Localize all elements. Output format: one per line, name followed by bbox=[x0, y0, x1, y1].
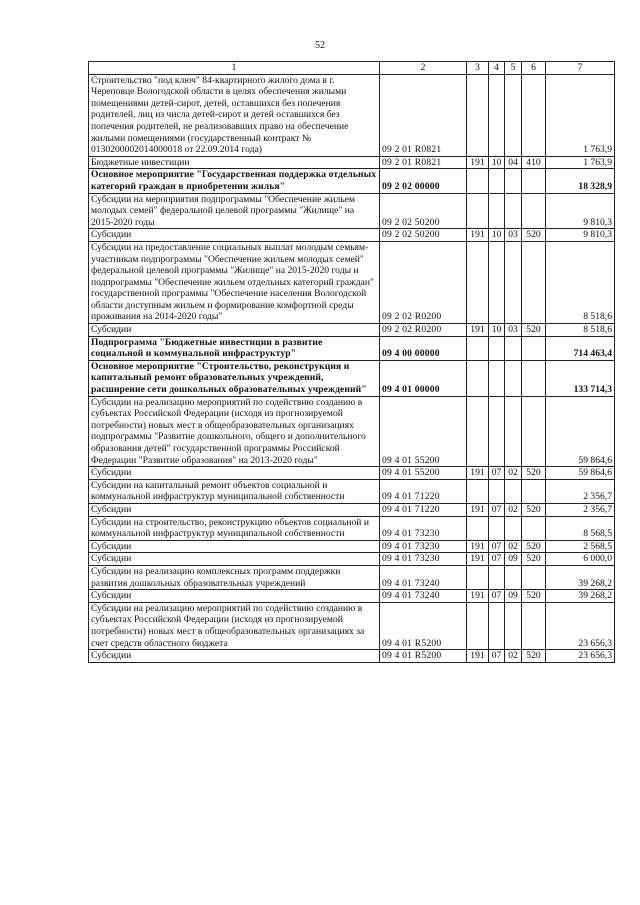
amount-cell: 2 356,7 bbox=[546, 503, 615, 516]
amount-cell: 1 763,9 bbox=[546, 74, 615, 156]
expense-type-cell bbox=[522, 169, 546, 193]
subsection-cell bbox=[505, 241, 522, 323]
target-article-code-cell: 09 2 01 R0821 bbox=[380, 74, 467, 156]
amount-cell: 18 328,9 bbox=[546, 169, 615, 193]
amount-cell: 8 518,6 bbox=[546, 324, 615, 337]
header-cell: 6 bbox=[522, 62, 546, 75]
amount-cell: 6 000,0 bbox=[546, 553, 615, 566]
ministry-code-cell bbox=[467, 516, 489, 540]
section-cell: 07 bbox=[489, 553, 505, 566]
subsection-cell: 02 bbox=[505, 467, 522, 480]
ministry-code-cell bbox=[467, 396, 489, 467]
ministry-code-cell: 191 bbox=[467, 540, 489, 553]
target-article-code-cell: 09 4 01 73230 bbox=[380, 540, 467, 553]
row-name-cell: Субсидии на строительство, реконструкцию объектов социальной и коммунальной инфраструктур муниципальной собственности bbox=[89, 516, 380, 540]
subsection-cell: 04 bbox=[505, 156, 522, 169]
amount-cell: 1 763,9 bbox=[546, 156, 615, 169]
row-name-cell: Субсидии на предоставление социальных выплат молодым семьям-участникам подпрограммы "Обеспечение жильем молодых семей" федеральной целевой программы "Жилище" на 2015-2020 годы и подпрограммы "Обеспечение жильем отдельных категорий граждан" государственной программы "Обеспечение населения Вологодской области доступным жильем и формирование комфортной среды проживания на 2014-2020 годы" bbox=[89, 241, 380, 323]
target-article-code-cell: 09 4 01 73240 bbox=[380, 565, 467, 589]
amount-cell: 714 463,4 bbox=[546, 336, 615, 360]
target-article-code-cell: 09 4 01 R5200 bbox=[380, 650, 467, 663]
subsection-cell: 03 bbox=[505, 229, 522, 242]
row-name-cell: Субсидии на мероприятия подпрограммы "Обеспечение жильем молодых семей" федеральной целевой программы "Жилище" на 2015-2020 годы bbox=[89, 193, 380, 229]
subsection-cell: 02 bbox=[505, 650, 522, 663]
ministry-code-cell: 191 bbox=[467, 553, 489, 566]
header-cell: 3 bbox=[467, 62, 489, 75]
ministry-code-cell: 191 bbox=[467, 156, 489, 169]
subsection-cell bbox=[505, 565, 522, 589]
amount-cell: 2 356,7 bbox=[546, 479, 615, 503]
target-article-code-cell: 09 4 01 R5200 bbox=[380, 602, 467, 649]
expense-type-cell: 520 bbox=[522, 540, 546, 553]
ministry-code-cell bbox=[467, 74, 489, 156]
section-cell bbox=[489, 602, 505, 649]
amount-cell: 8 568,5 bbox=[546, 516, 615, 540]
section-cell: 10 bbox=[489, 229, 505, 242]
row-name-cell: Основное мероприятие "Строительство, реконструкция и капитальный ремонт образовательных учреждений, расширение сети дошкольных образовательных учреждений" bbox=[89, 360, 380, 396]
expense-type-cell: 520 bbox=[522, 650, 546, 663]
amount-cell: 39 268,2 bbox=[546, 565, 615, 589]
amount-cell: 9 810,3 bbox=[546, 193, 615, 229]
ministry-code-cell bbox=[467, 169, 489, 193]
target-article-code-cell: 09 4 01 73230 bbox=[380, 516, 467, 540]
amount-cell: 9 810,3 bbox=[546, 229, 615, 242]
expense-type-cell: 520 bbox=[522, 324, 546, 337]
target-article-code-cell: 09 2 02 R0200 bbox=[380, 324, 467, 337]
table-row bbox=[89, 360, 615, 396]
ministry-code-cell bbox=[467, 193, 489, 229]
table-header-row bbox=[89, 62, 615, 75]
expense-type-cell: 520 bbox=[522, 229, 546, 242]
table-row bbox=[89, 193, 615, 229]
table-row bbox=[89, 396, 615, 467]
amount-cell: 59 864,6 bbox=[546, 467, 615, 480]
target-article-code-cell: 09 4 01 73240 bbox=[380, 590, 467, 603]
expense-type-cell bbox=[522, 565, 546, 589]
table-row bbox=[89, 241, 615, 323]
table-row bbox=[89, 74, 615, 156]
row-name-cell: Субсидии bbox=[89, 467, 380, 480]
subsection-cell bbox=[505, 479, 522, 503]
section-cell bbox=[489, 360, 505, 396]
subsection-cell: 02 bbox=[505, 503, 522, 516]
row-name-cell: Субсидии bbox=[89, 503, 380, 516]
table-row bbox=[89, 467, 615, 480]
amount-cell: 133 714,3 bbox=[546, 360, 615, 396]
header-cell: 5 bbox=[505, 62, 522, 75]
section-cell: 07 bbox=[489, 540, 505, 553]
row-name-cell: Субсидии bbox=[89, 229, 380, 242]
table-row bbox=[89, 503, 615, 516]
ministry-code-cell bbox=[467, 360, 489, 396]
expense-type-cell bbox=[522, 396, 546, 467]
table-row bbox=[89, 553, 615, 566]
section-cell bbox=[489, 336, 505, 360]
subsection-cell bbox=[505, 169, 522, 193]
header-cell: 2 bbox=[380, 62, 467, 75]
table-row bbox=[89, 516, 615, 540]
row-name-cell: Основное мероприятие "Государственная поддержка отдельных категорий граждан в приобретении жилья" bbox=[89, 169, 380, 193]
budget-table bbox=[88, 61, 615, 663]
section-cell bbox=[489, 74, 505, 156]
ministry-code-cell bbox=[467, 602, 489, 649]
ministry-code-cell: 191 bbox=[467, 324, 489, 337]
table-row bbox=[89, 565, 615, 589]
section-cell bbox=[489, 241, 505, 323]
row-name-cell: Субсидии bbox=[89, 650, 380, 663]
section-cell bbox=[489, 565, 505, 589]
table-row bbox=[89, 590, 615, 603]
amount-cell: 39 268,2 bbox=[546, 590, 615, 603]
target-article-code-cell: 09 2 02 00000 bbox=[380, 169, 467, 193]
amount-cell: 23 656,3 bbox=[546, 602, 615, 649]
ministry-code-cell bbox=[467, 479, 489, 503]
amount-cell: 59 864,6 bbox=[546, 396, 615, 467]
page-number: 52 bbox=[315, 40, 325, 51]
target-article-code-cell: 09 4 00 00000 bbox=[380, 336, 467, 360]
ministry-code-cell: 191 bbox=[467, 650, 489, 663]
section-cell: 10 bbox=[489, 156, 505, 169]
target-article-code-cell: 09 4 01 73230 bbox=[380, 553, 467, 566]
row-name-cell: Субсидии bbox=[89, 540, 380, 553]
row-name-cell: Бюджетные инвестиции bbox=[89, 156, 380, 169]
ministry-code-cell: 191 bbox=[467, 503, 489, 516]
row-name-cell: Субсидии на реализацию комплексных программ поддержки развития дошкольных образовательных учреждений bbox=[89, 565, 380, 589]
header-cell: 4 bbox=[489, 62, 505, 75]
expense-type-cell bbox=[522, 360, 546, 396]
expense-type-cell bbox=[522, 336, 546, 360]
expense-type-cell: 410 bbox=[522, 156, 546, 169]
expense-type-cell: 520 bbox=[522, 467, 546, 480]
table-row bbox=[89, 479, 615, 503]
row-name-cell: Субсидии bbox=[89, 590, 380, 603]
expense-type-cell: 520 bbox=[522, 553, 546, 566]
subsection-cell: 03 bbox=[505, 324, 522, 337]
row-name-cell: Субсидии на капитальный ремонт объектов социальной и коммунальной инфраструктур муниципальной собственности bbox=[89, 479, 380, 503]
subsection-cell bbox=[505, 193, 522, 229]
target-article-code-cell: 09 4 01 55200 bbox=[380, 467, 467, 480]
expense-type-cell bbox=[522, 516, 546, 540]
header-cell: 1 bbox=[89, 62, 380, 75]
expense-type-cell bbox=[522, 74, 546, 156]
section-cell bbox=[489, 516, 505, 540]
row-name-cell: Субсидии на реализацию мероприятий по содействию созданию в субъектах Российской Федерации (исходя из прогнозируемой потребности) новых мест в общеобразовательных организациях за счет средств областного бюджета bbox=[89, 602, 380, 649]
expense-type-cell bbox=[522, 602, 546, 649]
amount-cell: 2 568,5 bbox=[546, 540, 615, 553]
table-row bbox=[89, 540, 615, 553]
section-cell bbox=[489, 169, 505, 193]
row-name-cell: Строительство "под ключ" 84-квартирного жилого дома в г. Череповце Вологодской области в целях обеспечения жилыми помещениями детей-сирот, детей, оставшихся без попечения родителей, лиц из числа детей-сирот и детей оставшихся без попечения родителей, не реализовавших право на обеспечение жилыми помещениями (государственный контракт № 0130200002014000018 от 22.09.2014 года) bbox=[89, 74, 380, 156]
subsection-cell bbox=[505, 516, 522, 540]
ministry-code-cell: 191 bbox=[467, 467, 489, 480]
section-cell: 07 bbox=[489, 590, 505, 603]
ministry-code-cell: 191 bbox=[467, 590, 489, 603]
table-row bbox=[89, 324, 615, 337]
expense-type-cell bbox=[522, 193, 546, 229]
subsection-cell: 02 bbox=[505, 540, 522, 553]
target-article-code-cell: 09 4 01 00000 bbox=[380, 360, 467, 396]
section-cell bbox=[489, 193, 505, 229]
amount-cell: 23 656,3 bbox=[546, 650, 615, 663]
table-row bbox=[89, 650, 615, 663]
target-article-code-cell: 09 4 01 71220 bbox=[380, 479, 467, 503]
row-name-cell: Субсидии bbox=[89, 324, 380, 337]
expense-type-cell bbox=[522, 479, 546, 503]
table-row bbox=[89, 602, 615, 649]
subsection-cell bbox=[505, 602, 522, 649]
target-article-code-cell: 09 2 02 50200 bbox=[380, 193, 467, 229]
expense-type-cell: 520 bbox=[522, 590, 546, 603]
section-cell: 07 bbox=[489, 503, 505, 516]
target-article-code-cell: 09 4 01 71220 bbox=[380, 503, 467, 516]
amount-cell: 8 518,6 bbox=[546, 241, 615, 323]
section-cell bbox=[489, 479, 505, 503]
subsection-cell bbox=[505, 336, 522, 360]
ministry-code-cell bbox=[467, 336, 489, 360]
section-cell bbox=[489, 396, 505, 467]
subsection-cell: 09 bbox=[505, 590, 522, 603]
ministry-code-cell bbox=[467, 241, 489, 323]
target-article-code-cell: 09 2 02 R0200 bbox=[380, 241, 467, 323]
table-row bbox=[89, 169, 615, 193]
target-article-code-cell: 09 2 02 50200 bbox=[380, 229, 467, 242]
expense-type-cell: 520 bbox=[522, 503, 546, 516]
subsection-cell bbox=[505, 74, 522, 156]
header-cell: 7 bbox=[546, 62, 615, 75]
ministry-code-cell: 191 bbox=[467, 229, 489, 242]
row-name-cell: Подпрограмма "Бюджетные инвестиции в развитие социальной и коммунальной инфраструктур" bbox=[89, 336, 380, 360]
section-cell: 07 bbox=[489, 650, 505, 663]
row-name-cell: Субсидии bbox=[89, 553, 380, 566]
table-row bbox=[89, 156, 615, 169]
subsection-cell bbox=[505, 360, 522, 396]
subsection-cell: 09 bbox=[505, 553, 522, 566]
subsection-cell bbox=[505, 396, 522, 467]
expense-type-cell bbox=[522, 241, 546, 323]
target-article-code-cell: 09 2 01 R0821 bbox=[380, 156, 467, 169]
table-row bbox=[89, 336, 615, 360]
ministry-code-cell bbox=[467, 565, 489, 589]
section-cell: 07 bbox=[489, 467, 505, 480]
section-cell: 10 bbox=[489, 324, 505, 337]
row-name-cell: Субсидии на реализацию мероприятий по содействию созданию в субъектах Российской Федерации (исходя из прогнозируемой потребности) новых мест в общеобразовательных организациях подпрограммы "Развитие дошкольного, общего и дополнительного образования детей" государственной программы Российской Федерации "Развитие образования" на 2013-2020 годы" bbox=[89, 396, 380, 467]
target-article-code-cell: 09 4 01 55200 bbox=[380, 396, 467, 467]
table-row bbox=[89, 229, 615, 242]
